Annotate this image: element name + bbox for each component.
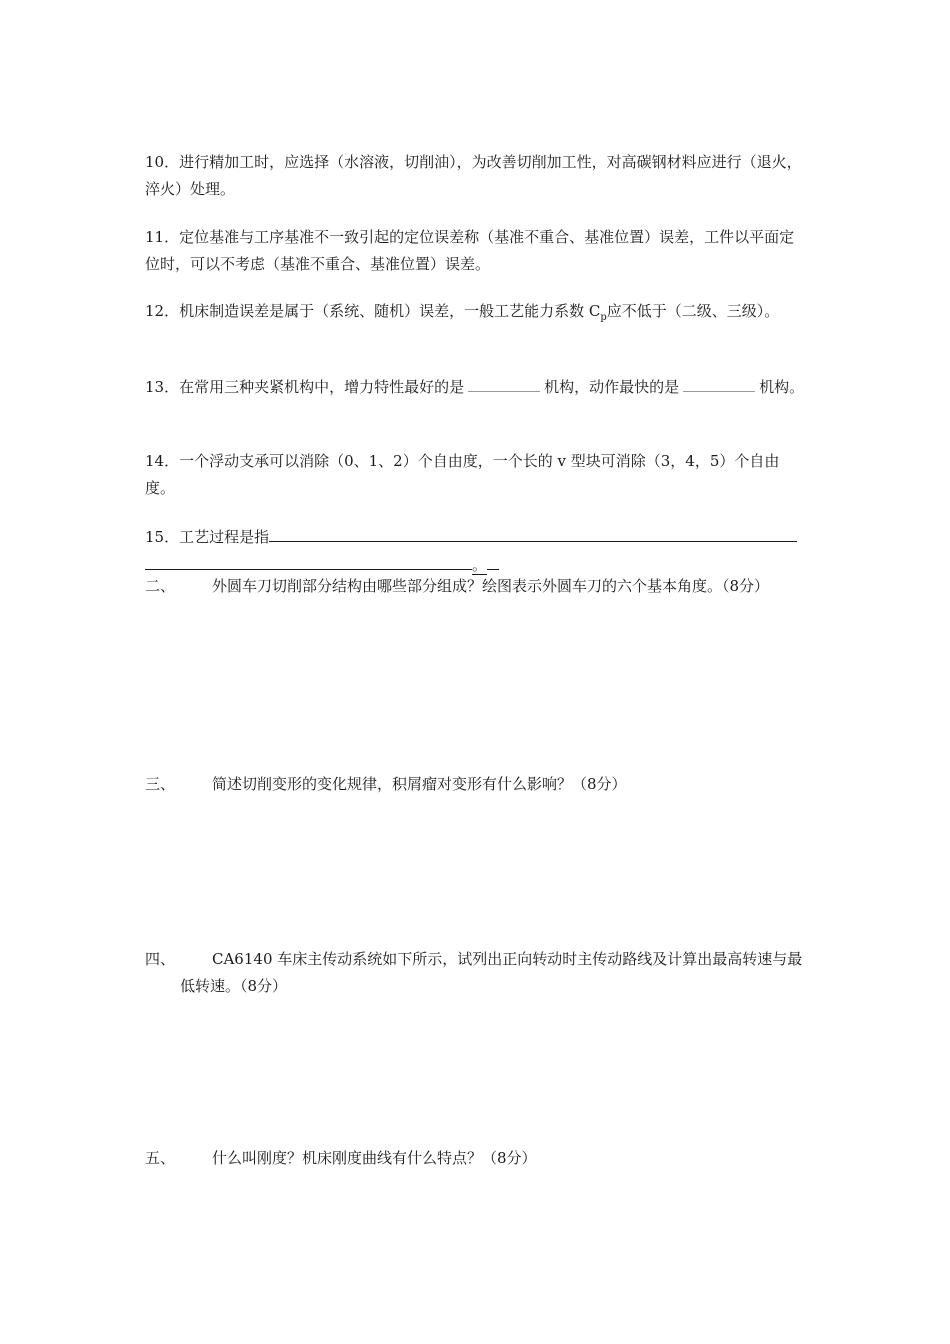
- question-11: [145, 224, 807, 278]
- section-marker: 二、: [145, 577, 176, 595]
- question-text: 在常用三种夹紧机构中，增力特性最好的是: [179, 378, 465, 396]
- answer-blank-2[interactable]: [683, 373, 755, 392]
- question-number: 10．: [145, 153, 180, 171]
- question-13: [145, 373, 807, 401]
- question-12: [145, 298, 807, 325]
- section-marker: 四、: [145, 950, 176, 968]
- answer-blank-line-2[interactable]: [145, 551, 472, 570]
- section-marker: 三、: [145, 775, 176, 793]
- question-10: [145, 149, 807, 203]
- question-number: 15．: [145, 528, 180, 546]
- section-text: CA6140 车床主传动系统如下所示，试列出正向转动时主传动路线及计算出最高转速与最低转速。（8分）: [180, 950, 803, 995]
- question-text: 进行精加工时，应选择（水溶液，切削油），为改善切削加工性，对高碳钢材料应进行（退火，淬火）处理。: [145, 153, 802, 198]
- section-text: 外圆车刀切削部分结构由哪些部分组成？绘图表示外圆车刀的六个基本角度。（8分）: [212, 577, 770, 595]
- question-text: 一个浮动支承可以消除（0、1、2）个自由度，一个长的 v 型块可消除（3，4，5）个自由度。: [145, 452, 780, 497]
- section-2: [145, 573, 807, 600]
- section-4: [145, 946, 807, 1000]
- question-14: [145, 448, 807, 502]
- question-end-mark: 。: [472, 556, 488, 574]
- section-text: 简述切削变形的变化规律，积屑瘤对变形有什么影响？（8分）: [212, 775, 627, 793]
- question-text-mid: 机构，动作最快的是: [544, 378, 680, 396]
- question-text-end: 机构。: [759, 378, 805, 396]
- section-marker: 五、: [145, 1149, 176, 1167]
- question-text: 定位基准与工序基准不一致引起的定位误差称（基准不重合、基准位置）误差，工件以平面定位时，可以不考虑（基准不重合、基准位置）误差。: [145, 228, 795, 273]
- question-15: [145, 523, 807, 579]
- question-number: 14．: [145, 452, 180, 470]
- section-text: 什么叫刚度？机床刚度曲线有什么特点？（8分）: [212, 1149, 537, 1167]
- answer-blank-1[interactable]: [468, 373, 540, 392]
- question-text-cont: 应不低于（二级、三级）。: [606, 302, 780, 320]
- answer-blank-line-1[interactable]: [269, 523, 797, 542]
- section-5: [145, 1145, 807, 1172]
- question-text: 机床制造误差是属于（系统、随机）误差，一般工艺能力系数 C: [179, 302, 601, 320]
- question-text: 工艺过程是指: [179, 528, 270, 546]
- question-number: 12．: [145, 302, 180, 320]
- question-number: 13．: [145, 378, 180, 396]
- answer-blank-tail: [487, 551, 499, 570]
- question-number: 11．: [145, 228, 180, 246]
- subscript: p: [600, 312, 607, 323]
- section-3: [145, 771, 807, 798]
